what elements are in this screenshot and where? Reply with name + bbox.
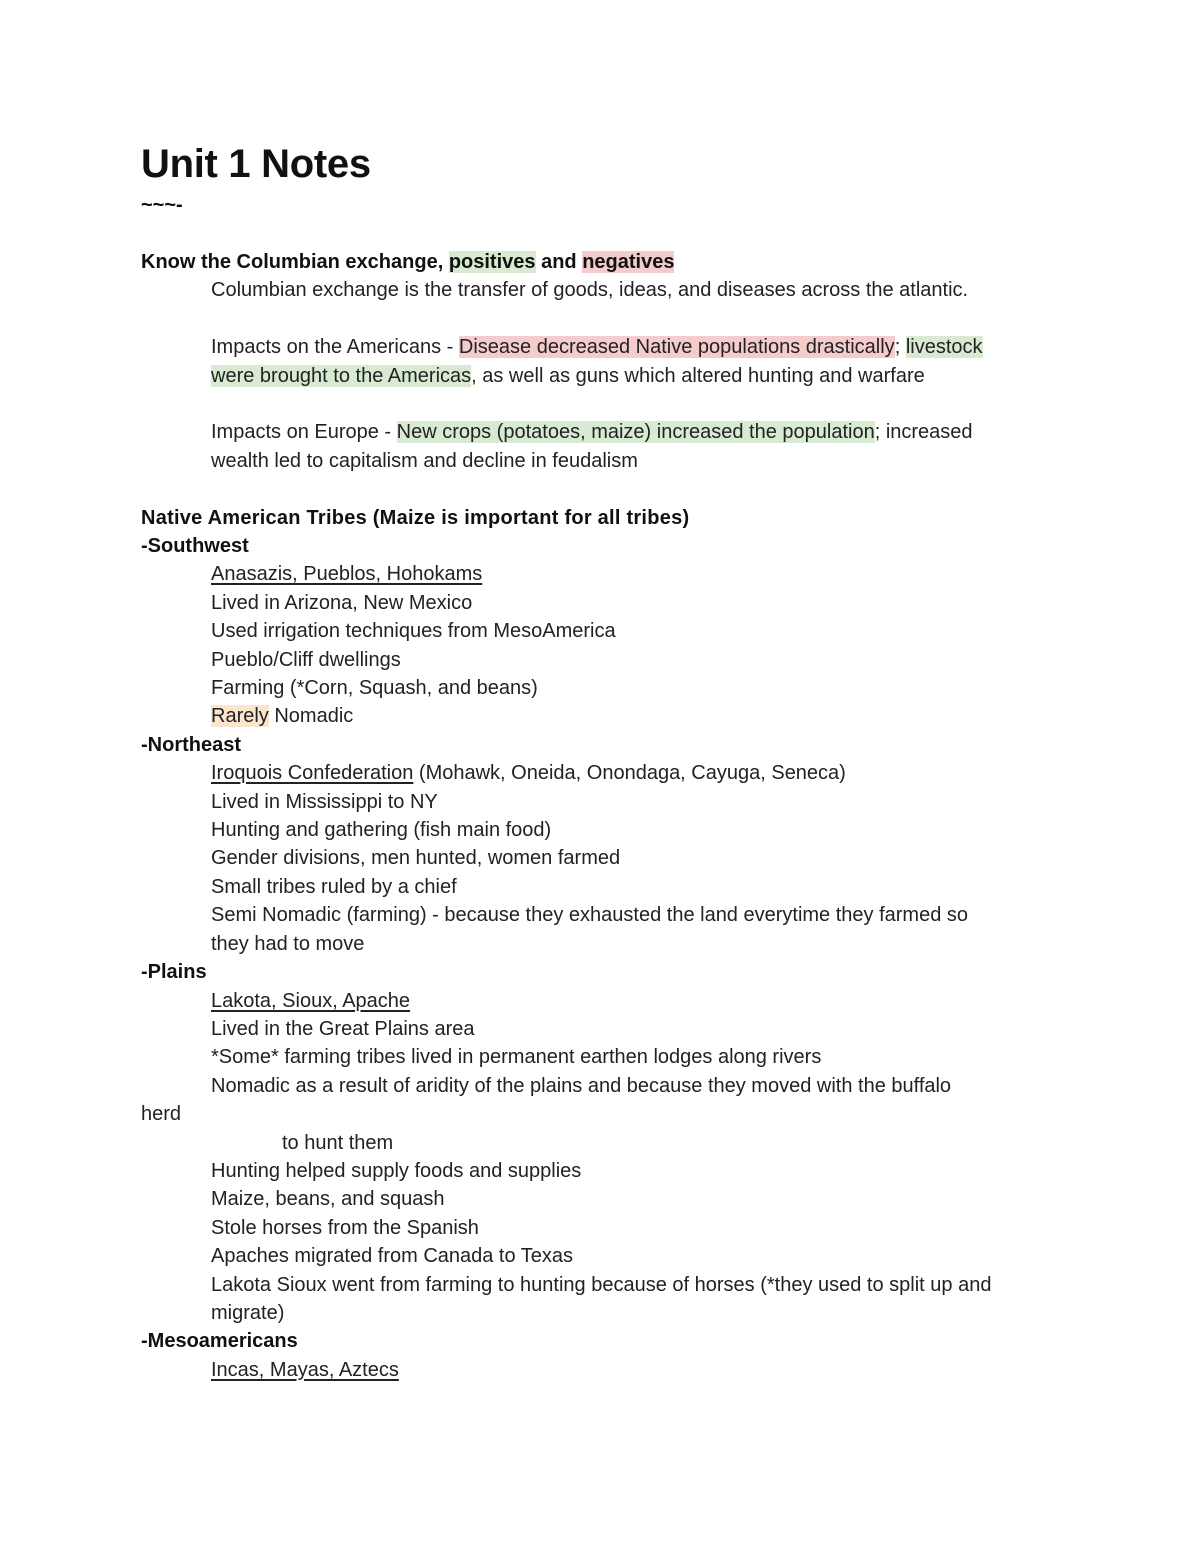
northeast-groups-text: Iroquois Confederation bbox=[211, 762, 414, 785]
europe-impact-line1 bbox=[141, 418, 1061, 446]
americas-impact-line2 bbox=[141, 362, 1061, 390]
list-item: Apaches migrated from Canada to Texas bbox=[211, 1245, 574, 1268]
list-item: Nomadic as a result of aridity of the plains and because they moved with the buffalo bbox=[211, 1074, 952, 1097]
list-item-wrap: herd bbox=[141, 1103, 182, 1126]
mesoamericans-heading: -Mesoamericans bbox=[141, 1330, 298, 1353]
list-item: Hunting and gathering (fish main food) bbox=[211, 819, 552, 842]
list-item: Semi Nomadic (farming) - because they exhausted the land everytime they farmed so bbox=[211, 904, 969, 927]
list-item: Pueblo/Cliff dwellings bbox=[211, 648, 401, 671]
southwest-groups-text: Anasazis, Pueblos, Hohokams bbox=[211, 563, 483, 586]
list-item: Maize, beans, and squash bbox=[211, 1188, 445, 1211]
northeast-groups bbox=[141, 759, 1061, 787]
list-item: Lakota Sioux went from farming to hunting because of horses (*they used to split up and bbox=[211, 1273, 992, 1296]
list-item: Farming (*Corn, Squash, and beans) bbox=[211, 677, 538, 700]
americas-positive-highlight-1: livestock bbox=[905, 336, 983, 359]
nomadic-text: Nomadic bbox=[268, 705, 354, 728]
notes-body bbox=[141, 248, 1061, 1384]
americas-positive-highlight-2: were brought to the Americas bbox=[211, 364, 472, 387]
americas-impact-line1 bbox=[141, 333, 1061, 361]
list-item: they had to move bbox=[211, 932, 365, 955]
northeast-heading: -Northeast bbox=[141, 733, 242, 756]
europe-prefix: Impacts on Europe - bbox=[211, 421, 397, 444]
southwest-heading: -Southwest bbox=[141, 535, 249, 558]
americas-prefix: Impacts on the Americans - bbox=[211, 336, 459, 359]
europe-impact-line2: wealth led to capitalism and decline in feudalism bbox=[211, 449, 638, 472]
mesoamericans-groups-text: Incas, Mayas, Aztecs bbox=[211, 1358, 399, 1381]
plains-heading: -Plains bbox=[141, 961, 207, 984]
positives-highlight: positives bbox=[448, 251, 536, 273]
plains-groups bbox=[141, 987, 1061, 1015]
list-item: Hunting helped supply foods and supplies bbox=[211, 1159, 582, 1182]
mesoamericans-groups bbox=[141, 1356, 1061, 1384]
list-item: Small tribes ruled by a chief bbox=[211, 875, 457, 898]
europe-positive-highlight: New crops (potatoes, maize) increased the population bbox=[396, 421, 875, 444]
rarely-highlight: Rarely bbox=[211, 705, 269, 728]
americas-negative-highlight: Disease decreased Native populations drastically bbox=[458, 336, 895, 359]
southwest-groups bbox=[141, 560, 1061, 588]
plains-groups-text: Lakota, Sioux, Apache bbox=[211, 989, 411, 1012]
list-item-continuation: to hunt them bbox=[282, 1131, 394, 1154]
list-item: Stole horses from the Spanish bbox=[211, 1216, 479, 1239]
list-item: Gender divisions, men hunted, women farmed bbox=[211, 847, 621, 870]
tribes-heading: Native American Tribes (Maize is important for all tribes) bbox=[141, 506, 690, 529]
divider-text: ~~~- bbox=[141, 194, 183, 216]
page-title: Unit 1 Notes bbox=[141, 142, 371, 186]
northeast-groups-suffix: (Mohawk, Oneida, Onondaga, Cayuga, Seneca) bbox=[413, 762, 846, 785]
europe-suffix: ; increased bbox=[874, 421, 973, 444]
negatives-highlight: negatives bbox=[582, 251, 675, 273]
list-item: Used irrigation techniques from MesoAmerica bbox=[211, 620, 616, 643]
columbian-heading bbox=[141, 248, 1061, 276]
americas-suffix: , as well as guns which altered hunting and warfare bbox=[471, 364, 925, 387]
columbian-definition: Columbian exchange is the transfer of goods, ideas, and diseases across the atlantic. bbox=[211, 279, 969, 302]
columbian-heading-text: Know the Columbian exchange, bbox=[141, 251, 449, 273]
list-item bbox=[141, 702, 1061, 730]
list-item: migrate) bbox=[211, 1301, 285, 1324]
heading-and: and bbox=[535, 251, 583, 273]
list-item: Lived in Arizona, New Mexico bbox=[211, 591, 473, 614]
list-item: Lived in Mississippi to NY bbox=[211, 790, 438, 813]
list-item: Lived in the Great Plains area bbox=[211, 1017, 475, 1040]
list-item: *Some* farming tribes lived in permanent earthen lodges along rivers bbox=[211, 1046, 822, 1069]
americas-sep: ; bbox=[894, 336, 906, 359]
